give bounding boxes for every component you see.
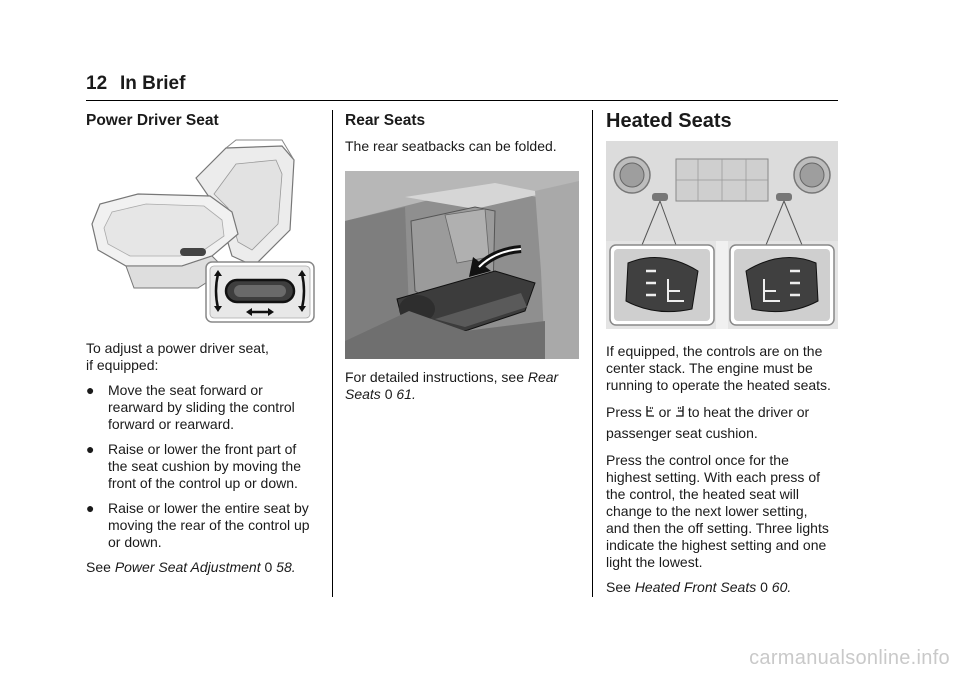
watermark: carmanualsonline.info (749, 647, 950, 669)
power-driver-seat-column (86, 110, 318, 576)
rear-seats-link-part-1[interactable]: Rear (527, 369, 559, 385)
power-driver-seat-heading: Power Driver Seat (86, 112, 219, 129)
page-number: 12 (86, 73, 108, 94)
heated-seat-controls-illustration (606, 141, 838, 329)
power-seat-illustration (86, 138, 318, 328)
bullet-mark: ● (86, 441, 95, 457)
rear-seats-intro: The rear seatbacks can be folded. (345, 138, 557, 154)
bullet-2-line-2: the seat cushion by moving the (108, 458, 302, 474)
heated-seats-press: Press or to heat the driver or (606, 404, 810, 420)
rear-seats-column (345, 110, 581, 403)
heated-seats-column (606, 110, 838, 596)
bullet-item-2 (86, 441, 318, 492)
bullet-2-line-1: Raise or lower the front part of (108, 441, 297, 457)
page-arrow-icon: 0 (264, 559, 273, 575)
heated-seat-passenger-icon (675, 405, 684, 417)
column-divider-left (332, 110, 333, 597)
rear-seat-folding-illustration (345, 171, 579, 359)
bullet-item-1 (86, 382, 318, 433)
heated-seats-press-line-2: passenger seat cushion. (606, 425, 758, 441)
page-arrow-icon: 0 (760, 579, 768, 595)
column-divider-right (592, 110, 593, 597)
intro-line-2: if equipped: (86, 357, 159, 373)
bullet-3-line-1: Raise or lower the entire seat by (108, 500, 309, 516)
bullet-1-line-2: rearward by sliding the control (108, 399, 295, 415)
rear-seats-detail: For detailed instructions, see Rear Seats 0 61. (345, 369, 559, 402)
bullet-1-line-3: forward or rearward. (108, 416, 235, 432)
bullet-3-line-2: moving the rear of the control up (108, 517, 310, 533)
bullet-mark: ● (86, 382, 95, 398)
heated-seat-driver-icon (646, 405, 655, 417)
see-reference: See Power Seat Adjustment 0 58. (86, 559, 296, 575)
rear-seats-link-part-2[interactable]: Seats (345, 386, 381, 402)
bullet-1-line-1: Move the seat forward or (108, 382, 263, 398)
bullet-2-line-3: front of the control up or down. (108, 475, 298, 491)
rear-seats-heading: Rear Seats (345, 112, 426, 129)
heated-seats-para-3: Press the control once for the highest setting. With each press of the control, the heated seat will change to the next lower setting, and then the off setting. Three lights indicate the highest setting and one light the lowest. (606, 452, 829, 570)
bullet-item-3 (86, 500, 318, 551)
page-header (86, 70, 838, 101)
section-title: In Brief (120, 73, 186, 94)
bullet-3-line-3: or down. (108, 534, 162, 550)
heated-seats-see-reference: See Heated Front Seats 0 60. (606, 579, 792, 595)
bullet-mark: ● (86, 500, 95, 516)
intro-line-1: To adjust a power driver seat, (86, 340, 269, 356)
heated-seats-para-1: If equipped, the controls are on the center stack. The engine must be running to operate the heated seats. (606, 343, 831, 393)
power-seat-adjustment-link[interactable]: Power Seat Adjustment (114, 559, 261, 575)
heated-seats-heading: Heated Seats (606, 110, 732, 132)
heated-front-seats-link[interactable]: Heated Front Seats (634, 579, 757, 595)
page-arrow-icon: 0 (384, 386, 393, 402)
